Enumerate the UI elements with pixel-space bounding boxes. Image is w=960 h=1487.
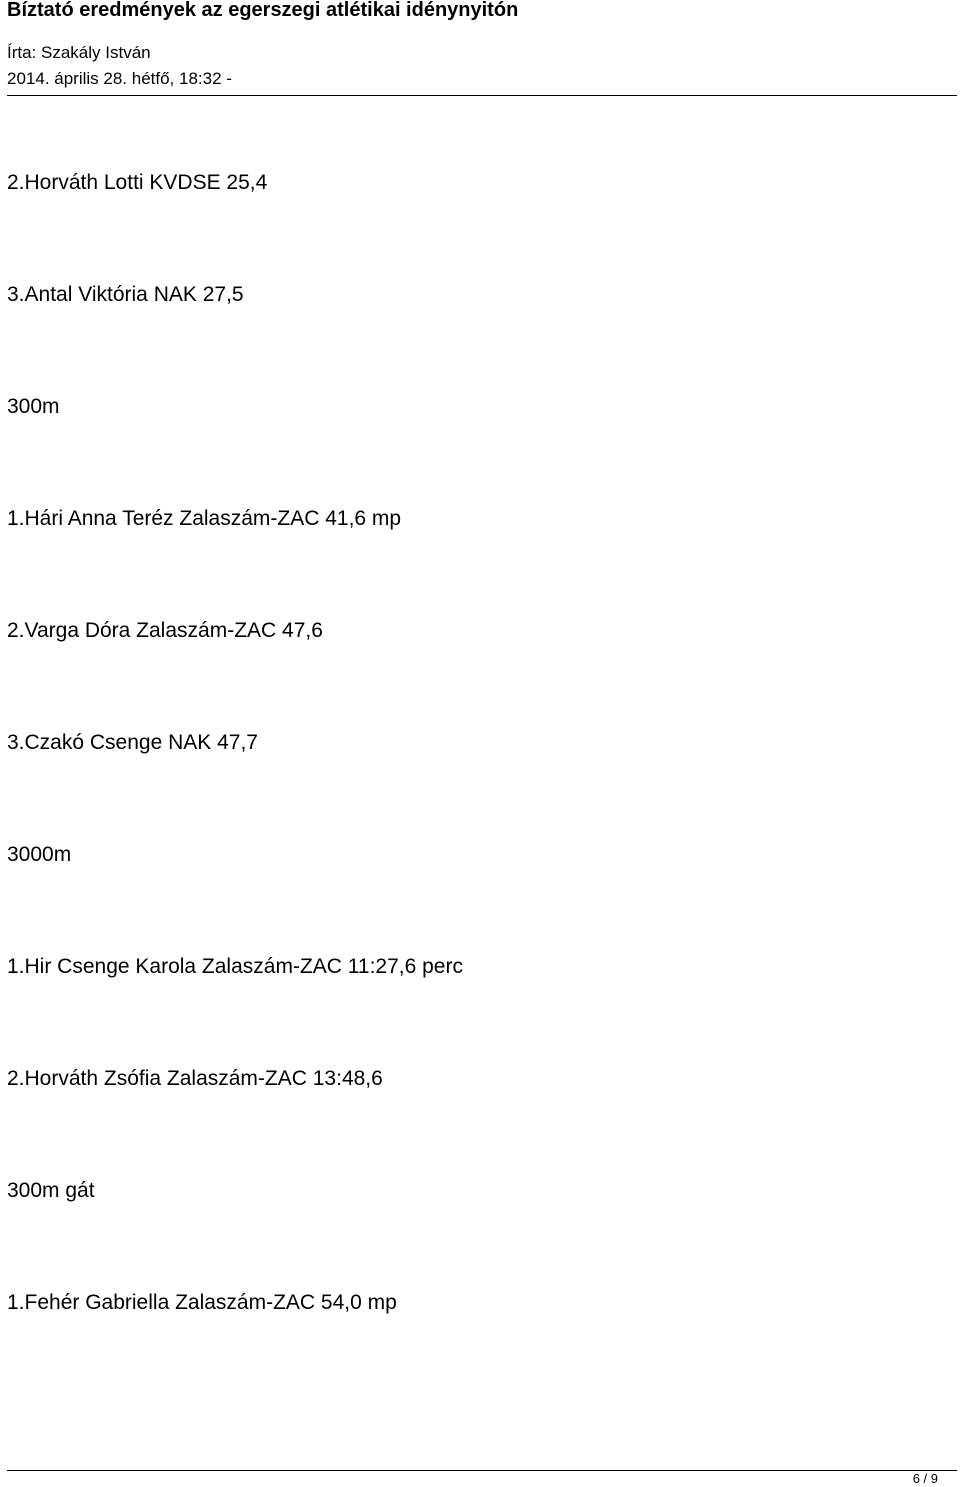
result-line: 3.Czakó Csenge NAK 47,7	[7, 731, 258, 754]
result-line: 1.Hári Anna Teréz Zalaszám-ZAC 41,6 mp	[7, 507, 402, 530]
article-title: Bíztató eredmények az egerszegi atlétikai idénynyitón	[7, 0, 519, 21]
header-divider	[7, 95, 957, 96]
date-line: 2014. április 28. hétfő, 18:32 -	[7, 69, 232, 88]
event-heading: 300m gát	[7, 1179, 95, 1202]
result-line: 2.Horváth Lotti KVDSE 25,4	[7, 171, 268, 194]
result-line: 2.Varga Dóra Zalaszám-ZAC 47,6	[7, 619, 323, 642]
result-line: 2.Horváth Zsófia Zalaszám-ZAC 13:48,6	[7, 1067, 383, 1090]
footer-divider	[7, 1470, 957, 1471]
result-line: 1.Hir Csenge Karola Zalaszám-ZAC 11:27,6 perc	[7, 955, 463, 978]
author-line: Írta: Szakály István	[7, 43, 151, 62]
event-heading: 300m	[7, 395, 60, 418]
result-line: 1.Fehér Gabriella Zalaszám-ZAC 54,0 mp	[7, 1291, 397, 1314]
event-heading: 3000m	[7, 843, 72, 866]
result-line: 3.Antal Viktória NAK 27,5	[7, 283, 244, 306]
page-number: 6 / 9	[912, 1471, 938, 1486]
